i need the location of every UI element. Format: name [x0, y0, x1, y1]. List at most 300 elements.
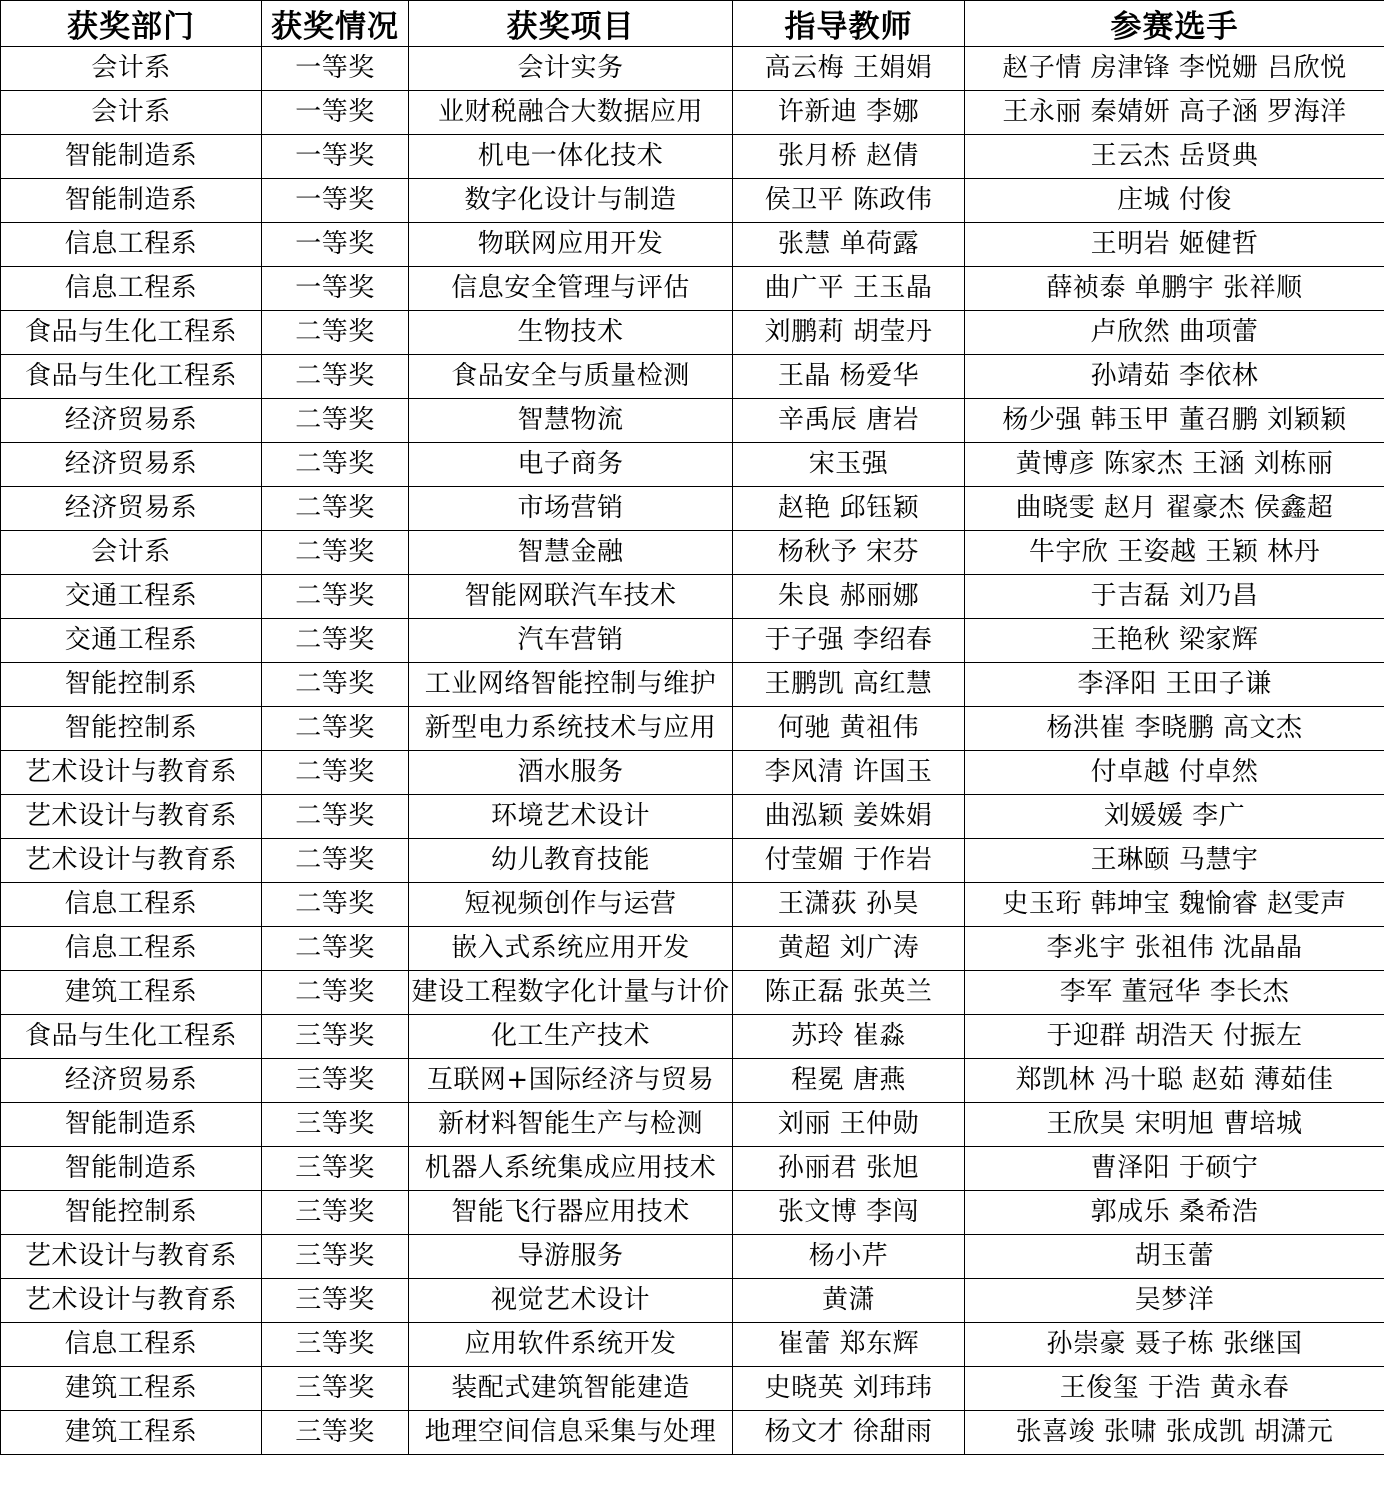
cell-department-text: 智能制造系 [64, 1153, 198, 1183]
cell-award-level-text: 三等奖 [295, 1153, 375, 1183]
table-row [1, 1191, 1384, 1235]
cell-contestants [965, 927, 1384, 971]
cell-award-level-text: 二等奖 [295, 405, 375, 435]
cell-award-level [262, 751, 409, 795]
cell-contestants [965, 179, 1384, 223]
cell-instructors [733, 619, 965, 663]
cell-award-level [262, 1411, 409, 1455]
cell-department [1, 267, 262, 311]
cell-department-text: 会计系 [91, 53, 171, 83]
cell-department-text: 智能制造系 [64, 185, 198, 215]
cell-instructors-text: 史晓英 刘玮玮 [764, 1373, 933, 1403]
cell-project-text: 机电一体化技术 [477, 141, 664, 171]
table-row [1, 311, 1384, 355]
cell-contestants [965, 619, 1384, 663]
cell-project [409, 1411, 733, 1455]
cell-instructors [733, 1235, 965, 1279]
cell-instructors-text: 孙丽君 张旭 [777, 1153, 920, 1183]
cell-contestants [965, 1235, 1384, 1279]
cell-contestants [965, 91, 1384, 135]
cell-project-text: 业财税融合大数据应用 [437, 97, 703, 127]
cell-award-level [262, 1235, 409, 1279]
cell-award-level-text: 二等奖 [295, 669, 375, 699]
cell-department-text: 食品与生化工程系 [24, 317, 237, 347]
cell-department [1, 135, 262, 179]
cell-project [409, 1367, 733, 1411]
cell-award-level [262, 443, 409, 487]
cell-instructors-text: 赵艳 邱钰颖 [777, 493, 920, 523]
cell-instructors-text: 何驰 黄祖伟 [777, 713, 920, 743]
cell-department [1, 1191, 262, 1235]
cell-department-text: 建筑工程系 [64, 1373, 198, 1403]
cell-contestants [965, 663, 1384, 707]
cell-project [409, 443, 733, 487]
cell-instructors-text: 高云梅 王娟娟 [764, 53, 933, 83]
cell-department-text: 智能制造系 [64, 1109, 198, 1139]
cell-project [409, 927, 733, 971]
cell-contestants [965, 1191, 1384, 1235]
cell-project [409, 1191, 733, 1235]
cell-project-text: 物联网应用开发 [477, 229, 664, 259]
cell-project [409, 399, 733, 443]
cell-project-text: 新型电力系统技术与应用 [424, 713, 717, 743]
cell-project-text: 地理空间信息采集与处理 [424, 1417, 717, 1447]
cell-instructors [733, 927, 965, 971]
cell-contestants-text: 吴梦洋 [1134, 1285, 1215, 1315]
cell-department [1, 1103, 262, 1147]
table-row [1, 1279, 1384, 1323]
table-row [1, 795, 1384, 839]
cell-instructors [733, 1191, 965, 1235]
cell-department [1, 355, 262, 399]
cell-department [1, 663, 262, 707]
cell-instructors [733, 135, 965, 179]
cell-award-level-text: 一等奖 [295, 97, 375, 127]
cell-instructors [733, 1323, 965, 1367]
cell-instructors-text: 杨秋予 宋芬 [777, 537, 920, 567]
cell-project [409, 531, 733, 575]
cell-department [1, 927, 262, 971]
cell-award-level [262, 619, 409, 663]
cell-project-text: 应用软件系统开发 [464, 1329, 677, 1359]
cell-instructors [733, 531, 965, 575]
cell-award-level [262, 663, 409, 707]
cell-contestants [965, 839, 1384, 883]
cell-award-level [262, 1059, 409, 1103]
cell-contestants [965, 1411, 1384, 1455]
cell-contestants-text: 付卓越 付卓然 [1090, 757, 1259, 787]
cell-award-level [262, 971, 409, 1015]
cell-instructors-text: 崔蕾 郑东辉 [777, 1329, 920, 1359]
cell-award-level [262, 1103, 409, 1147]
table-row [1, 91, 1384, 135]
table-row [1, 1235, 1384, 1279]
table-row [1, 1323, 1384, 1367]
cell-department-text: 信息工程系 [64, 1329, 198, 1359]
cell-contestants [965, 47, 1384, 91]
cell-department [1, 399, 262, 443]
cell-award-level [262, 135, 409, 179]
cell-award-level-text: 一等奖 [295, 141, 375, 171]
cell-instructors [733, 47, 965, 91]
cell-department [1, 179, 262, 223]
cell-contestants [965, 399, 1384, 443]
cell-department-text: 智能控制系 [64, 669, 198, 699]
cell-department-text: 交通工程系 [64, 581, 198, 611]
cell-department [1, 1411, 262, 1455]
cell-department [1, 1147, 262, 1191]
cell-instructors-text: 张月桥 赵倩 [777, 141, 920, 171]
table-row [1, 1411, 1384, 1455]
cell-award-level [262, 839, 409, 883]
cell-contestants-text: 庄城 付俊 [1117, 185, 1232, 215]
header-project: 获奖项目 [409, 1, 733, 47]
cell-department-text: 信息工程系 [64, 273, 198, 303]
cell-project-text: 信息安全管理与评估 [451, 273, 690, 303]
table-row [1, 707, 1384, 751]
cell-award-level [262, 795, 409, 839]
cell-award-level-text: 三等奖 [295, 1197, 375, 1227]
cell-contestants-text: 曹泽阳 于硕宁 [1090, 1153, 1259, 1183]
cell-department-text: 智能控制系 [64, 713, 198, 743]
cell-department [1, 751, 262, 795]
cell-contestants [965, 311, 1384, 355]
cell-award-level-text: 二等奖 [295, 933, 375, 963]
cell-contestants [965, 883, 1384, 927]
cell-project [409, 179, 733, 223]
cell-project-text: 电子商务 [517, 449, 624, 479]
cell-award-level [262, 531, 409, 575]
header-award-level: 获奖情况 [262, 1, 409, 47]
cell-project [409, 223, 733, 267]
cell-contestants-text: 牛宇欣 王姿越 王颖 林丹 [1028, 537, 1321, 567]
cell-instructors [733, 223, 965, 267]
cell-department-text: 智能控制系 [64, 1197, 198, 1227]
cell-project [409, 1015, 733, 1059]
cell-department [1, 91, 262, 135]
cell-department [1, 575, 262, 619]
cell-instructors [733, 1279, 965, 1323]
cell-department [1, 1323, 262, 1367]
cell-department-text: 会计系 [91, 537, 171, 567]
cell-department-text: 食品与生化工程系 [24, 361, 237, 391]
table-row [1, 355, 1384, 399]
cell-contestants [965, 575, 1384, 619]
cell-award-level-text: 三等奖 [295, 1285, 375, 1315]
cell-project [409, 663, 733, 707]
cell-instructors [733, 267, 965, 311]
cell-contestants-text: 王永丽 秦婧妍 高子涵 罗海洋 [1002, 97, 1347, 127]
cell-contestants-text: 郭成乐 桑希浩 [1090, 1197, 1259, 1227]
table-row [1, 267, 1384, 311]
cell-contestants-text: 曲晓雯 赵月 翟豪杰 侯鑫超 [1015, 493, 1334, 523]
cell-instructors-text: 王晶 杨爱华 [777, 361, 920, 391]
table-row [1, 443, 1384, 487]
cell-award-level-text: 三等奖 [295, 1373, 375, 1403]
cell-project-text: 智能网联汽车技术 [464, 581, 677, 611]
cell-project [409, 311, 733, 355]
cell-contestants-text: 黄博彦 陈家杰 王涵 刘栋丽 [1015, 449, 1334, 479]
table-row [1, 47, 1384, 91]
cell-instructors-text: 王潇荻 孙昊 [777, 889, 920, 919]
cell-instructors [733, 1059, 965, 1103]
cell-project-text: 生物技术 [517, 317, 624, 347]
cell-department [1, 1279, 262, 1323]
cell-contestants-text: 卢欣然 曲项蕾 [1090, 317, 1259, 347]
cell-award-level [262, 355, 409, 399]
cell-contestants [965, 1103, 1384, 1147]
cell-award-level [262, 1367, 409, 1411]
cell-department-text: 经济贸易系 [64, 1065, 198, 1095]
table-row [1, 839, 1384, 883]
cell-department-text: 艺术设计与教育系 [24, 801, 237, 831]
cell-award-level [262, 883, 409, 927]
cell-award-level [262, 1323, 409, 1367]
cell-contestants [965, 1367, 1384, 1411]
cell-award-level-text: 二等奖 [295, 889, 375, 919]
cell-project [409, 883, 733, 927]
cell-instructors-text: 苏玲 崔淼 [791, 1021, 906, 1051]
cell-department-text: 艺术设计与教育系 [24, 757, 237, 787]
cell-contestants-text: 杨洪崔 李晓鹏 高文杰 [1046, 713, 1303, 743]
cell-award-level-text: 二等奖 [295, 317, 375, 347]
cell-department [1, 839, 262, 883]
cell-department [1, 1367, 262, 1411]
cell-instructors [733, 399, 965, 443]
cell-contestants [965, 135, 1384, 179]
cell-project-text: 机器人系统集成应用技术 [424, 1153, 717, 1183]
cell-instructors-text: 李风清 许国玉 [764, 757, 933, 787]
cell-project-text: 智能飞行器应用技术 [451, 1197, 690, 1227]
cell-instructors [733, 883, 965, 927]
cell-award-level [262, 223, 409, 267]
cell-instructors-text: 朱良 郝丽娜 [777, 581, 920, 611]
cell-instructors [733, 487, 965, 531]
cell-department-text: 智能制造系 [64, 141, 198, 171]
header-instructors: 指导教师 [733, 1, 965, 47]
cell-award-level [262, 487, 409, 531]
cell-award-level [262, 575, 409, 619]
cell-award-level [262, 311, 409, 355]
table-row [1, 223, 1384, 267]
cell-instructors-text: 付莹媚 于作岩 [764, 845, 933, 875]
cell-contestants-text: 王艳秋 梁家辉 [1090, 625, 1259, 655]
cell-instructors-text: 辛禹辰 唐岩 [777, 405, 920, 435]
cell-award-level [262, 1147, 409, 1191]
table-row [1, 135, 1384, 179]
cell-department-text: 经济贸易系 [64, 493, 198, 523]
cell-department [1, 707, 262, 751]
cell-award-level-text: 三等奖 [295, 1021, 375, 1051]
cell-instructors [733, 91, 965, 135]
cell-contestants-text: 史玉珩 韩坤宝 魏愉睿 赵雯声 [1002, 889, 1347, 919]
cell-project-text: 会计实务 [517, 53, 624, 83]
cell-instructors-text: 许新迪 李娜 [777, 97, 920, 127]
cell-instructors [733, 751, 965, 795]
cell-contestants-text: 张喜竣 张啸 张成凯 胡潇元 [1015, 1417, 1334, 1447]
table-header [1, 1, 1384, 47]
cell-contestants-text: 王欣昊 宋明旭 曹培城 [1046, 1109, 1303, 1139]
cell-instructors [733, 1015, 965, 1059]
cell-project [409, 1279, 733, 1323]
cell-project-text: 互联网+国际经济与贸易 [426, 1065, 715, 1095]
cell-contestants-text: 王云杰 岳贤典 [1090, 141, 1259, 171]
cell-award-level-text: 二等奖 [295, 493, 375, 523]
cell-department [1, 443, 262, 487]
cell-instructors [733, 443, 965, 487]
cell-project-text: 视觉艺术设计 [490, 1285, 650, 1315]
cell-contestants-text: 王明岩 姬健哲 [1090, 229, 1259, 259]
cell-instructors [733, 663, 965, 707]
cell-contestants [965, 267, 1384, 311]
cell-award-level-text: 二等奖 [295, 757, 375, 787]
cell-contestants [965, 1279, 1384, 1323]
cell-project [409, 1323, 733, 1367]
cell-contestants [965, 355, 1384, 399]
cell-project [409, 575, 733, 619]
cell-award-level-text: 一等奖 [295, 229, 375, 259]
cell-department-text: 艺术设计与教育系 [24, 1285, 237, 1315]
cell-instructors-text: 于子强 李绍春 [764, 625, 933, 655]
table-row [1, 487, 1384, 531]
cell-instructors [733, 311, 965, 355]
cell-project [409, 47, 733, 91]
cell-project [409, 707, 733, 751]
cell-project-text: 汽车营销 [517, 625, 624, 655]
cell-award-level [262, 399, 409, 443]
cell-award-level-text: 二等奖 [295, 537, 375, 567]
cell-instructors-text: 刘鹏莉 胡莹丹 [764, 317, 933, 347]
cell-project-text: 食品安全与质量检测 [451, 361, 690, 391]
table-row [1, 399, 1384, 443]
cell-department [1, 531, 262, 575]
cell-department-text: 艺术设计与教育系 [24, 845, 237, 875]
cell-department [1, 1015, 262, 1059]
cell-award-level [262, 267, 409, 311]
cell-contestants-text: 孙靖茹 李依林 [1090, 361, 1259, 391]
cell-department [1, 1235, 262, 1279]
cell-department-text: 艺术设计与教育系 [24, 1241, 237, 1271]
table-row [1, 575, 1384, 619]
cell-instructors-text: 黄潇 [821, 1285, 875, 1315]
cell-project-text: 嵌入式系统应用开发 [451, 933, 690, 963]
header-department: 获奖部门 [1, 1, 262, 47]
cell-department-text: 建筑工程系 [64, 1417, 198, 1447]
cell-instructors [733, 1147, 965, 1191]
cell-instructors-text: 曲泓颖 姜姝娟 [764, 801, 933, 831]
table-body [1, 47, 1384, 1455]
table-row [1, 663, 1384, 707]
cell-project-text: 环境艺术设计 [490, 801, 650, 831]
cell-project-text: 数字化设计与制造 [464, 185, 677, 215]
cell-instructors [733, 1367, 965, 1411]
cell-project-text: 建设工程数字化计量与计价 [411, 977, 730, 1007]
cell-department [1, 487, 262, 531]
cell-contestants [965, 531, 1384, 575]
cell-award-level-text: 二等奖 [295, 625, 375, 655]
header-contestants: 参赛选手 [965, 1, 1384, 47]
cell-department [1, 883, 262, 927]
table-row [1, 1015, 1384, 1059]
cell-department-text: 会计系 [91, 97, 171, 127]
cell-award-level-text: 二等奖 [295, 581, 375, 611]
cell-instructors [733, 707, 965, 751]
header-row [1, 1, 1384, 47]
table-row [1, 619, 1384, 663]
cell-contestants-text: 于吉磊 刘乃昌 [1090, 581, 1259, 611]
cell-project-text: 酒水服务 [517, 757, 624, 787]
cell-contestants-text: 王琳颐 马慧宇 [1090, 845, 1259, 875]
cell-project [409, 487, 733, 531]
cell-instructors-text: 张文博 李闯 [777, 1197, 920, 1227]
cell-award-level [262, 91, 409, 135]
cell-contestants-text: 郑凯林 冯十聪 赵茹 薄茹佳 [1015, 1065, 1334, 1095]
cell-project [409, 135, 733, 179]
cell-department-text: 交通工程系 [64, 625, 198, 655]
cell-project [409, 1103, 733, 1147]
cell-award-level-text: 二等奖 [295, 845, 375, 875]
cell-contestants [965, 487, 1384, 531]
cell-award-level [262, 1279, 409, 1323]
cell-project-text: 新材料智能生产与检测 [437, 1109, 703, 1139]
table-row [1, 751, 1384, 795]
cell-contestants-text: 薛祯泰 单鹏宇 张祥顺 [1046, 273, 1303, 303]
cell-instructors-text: 宋玉强 [808, 449, 889, 479]
cell-project [409, 795, 733, 839]
cell-contestants [965, 1323, 1384, 1367]
cell-department-text: 经济贸易系 [64, 405, 198, 435]
cell-award-level-text: 二等奖 [295, 361, 375, 391]
cell-project-text: 幼儿教育技能 [490, 845, 650, 875]
cell-instructors-text: 程冕 唐燕 [791, 1065, 906, 1095]
cell-contestants [965, 223, 1384, 267]
table-row [1, 1103, 1384, 1147]
cell-contestants-text: 孙崇豪 聂子栋 张继国 [1046, 1329, 1303, 1359]
cell-project [409, 751, 733, 795]
cell-instructors-text: 张慧 单荷露 [777, 229, 920, 259]
cell-contestants-text: 李兆宇 张祖伟 沈晶晶 [1046, 933, 1303, 963]
cell-award-level [262, 707, 409, 751]
table-row [1, 1367, 1384, 1411]
cell-instructors [733, 1103, 965, 1147]
cell-award-level [262, 47, 409, 91]
cell-award-level [262, 1191, 409, 1235]
cell-department [1, 795, 262, 839]
cell-department-text: 建筑工程系 [64, 977, 198, 1007]
cell-project [409, 971, 733, 1015]
cell-instructors-text: 陈正磊 张英兰 [764, 977, 933, 1007]
cell-instructors [733, 575, 965, 619]
cell-award-level [262, 927, 409, 971]
cell-project-text: 短视频创作与运营 [464, 889, 677, 919]
cell-award-level-text: 一等奖 [295, 53, 375, 83]
cell-award-level-text: 三等奖 [295, 1241, 375, 1271]
cell-instructors-text: 黄超 刘广涛 [777, 933, 920, 963]
cell-instructors [733, 1411, 965, 1455]
table-row [1, 531, 1384, 575]
cell-contestants [965, 1147, 1384, 1191]
cell-project-text: 智慧物流 [517, 405, 624, 435]
cell-contestants-text: 李泽阳 王田子谦 [1077, 669, 1272, 699]
table-row [1, 179, 1384, 223]
cell-contestants-text: 胡玉蕾 [1134, 1241, 1215, 1271]
cell-project-text: 工业网络智能控制与维护 [424, 669, 717, 699]
cell-department [1, 223, 262, 267]
cell-instructors [733, 971, 965, 1015]
cell-instructors-text: 侯卫平 陈政伟 [764, 185, 933, 215]
cell-department-text: 经济贸易系 [64, 449, 198, 479]
cell-contestants [965, 751, 1384, 795]
